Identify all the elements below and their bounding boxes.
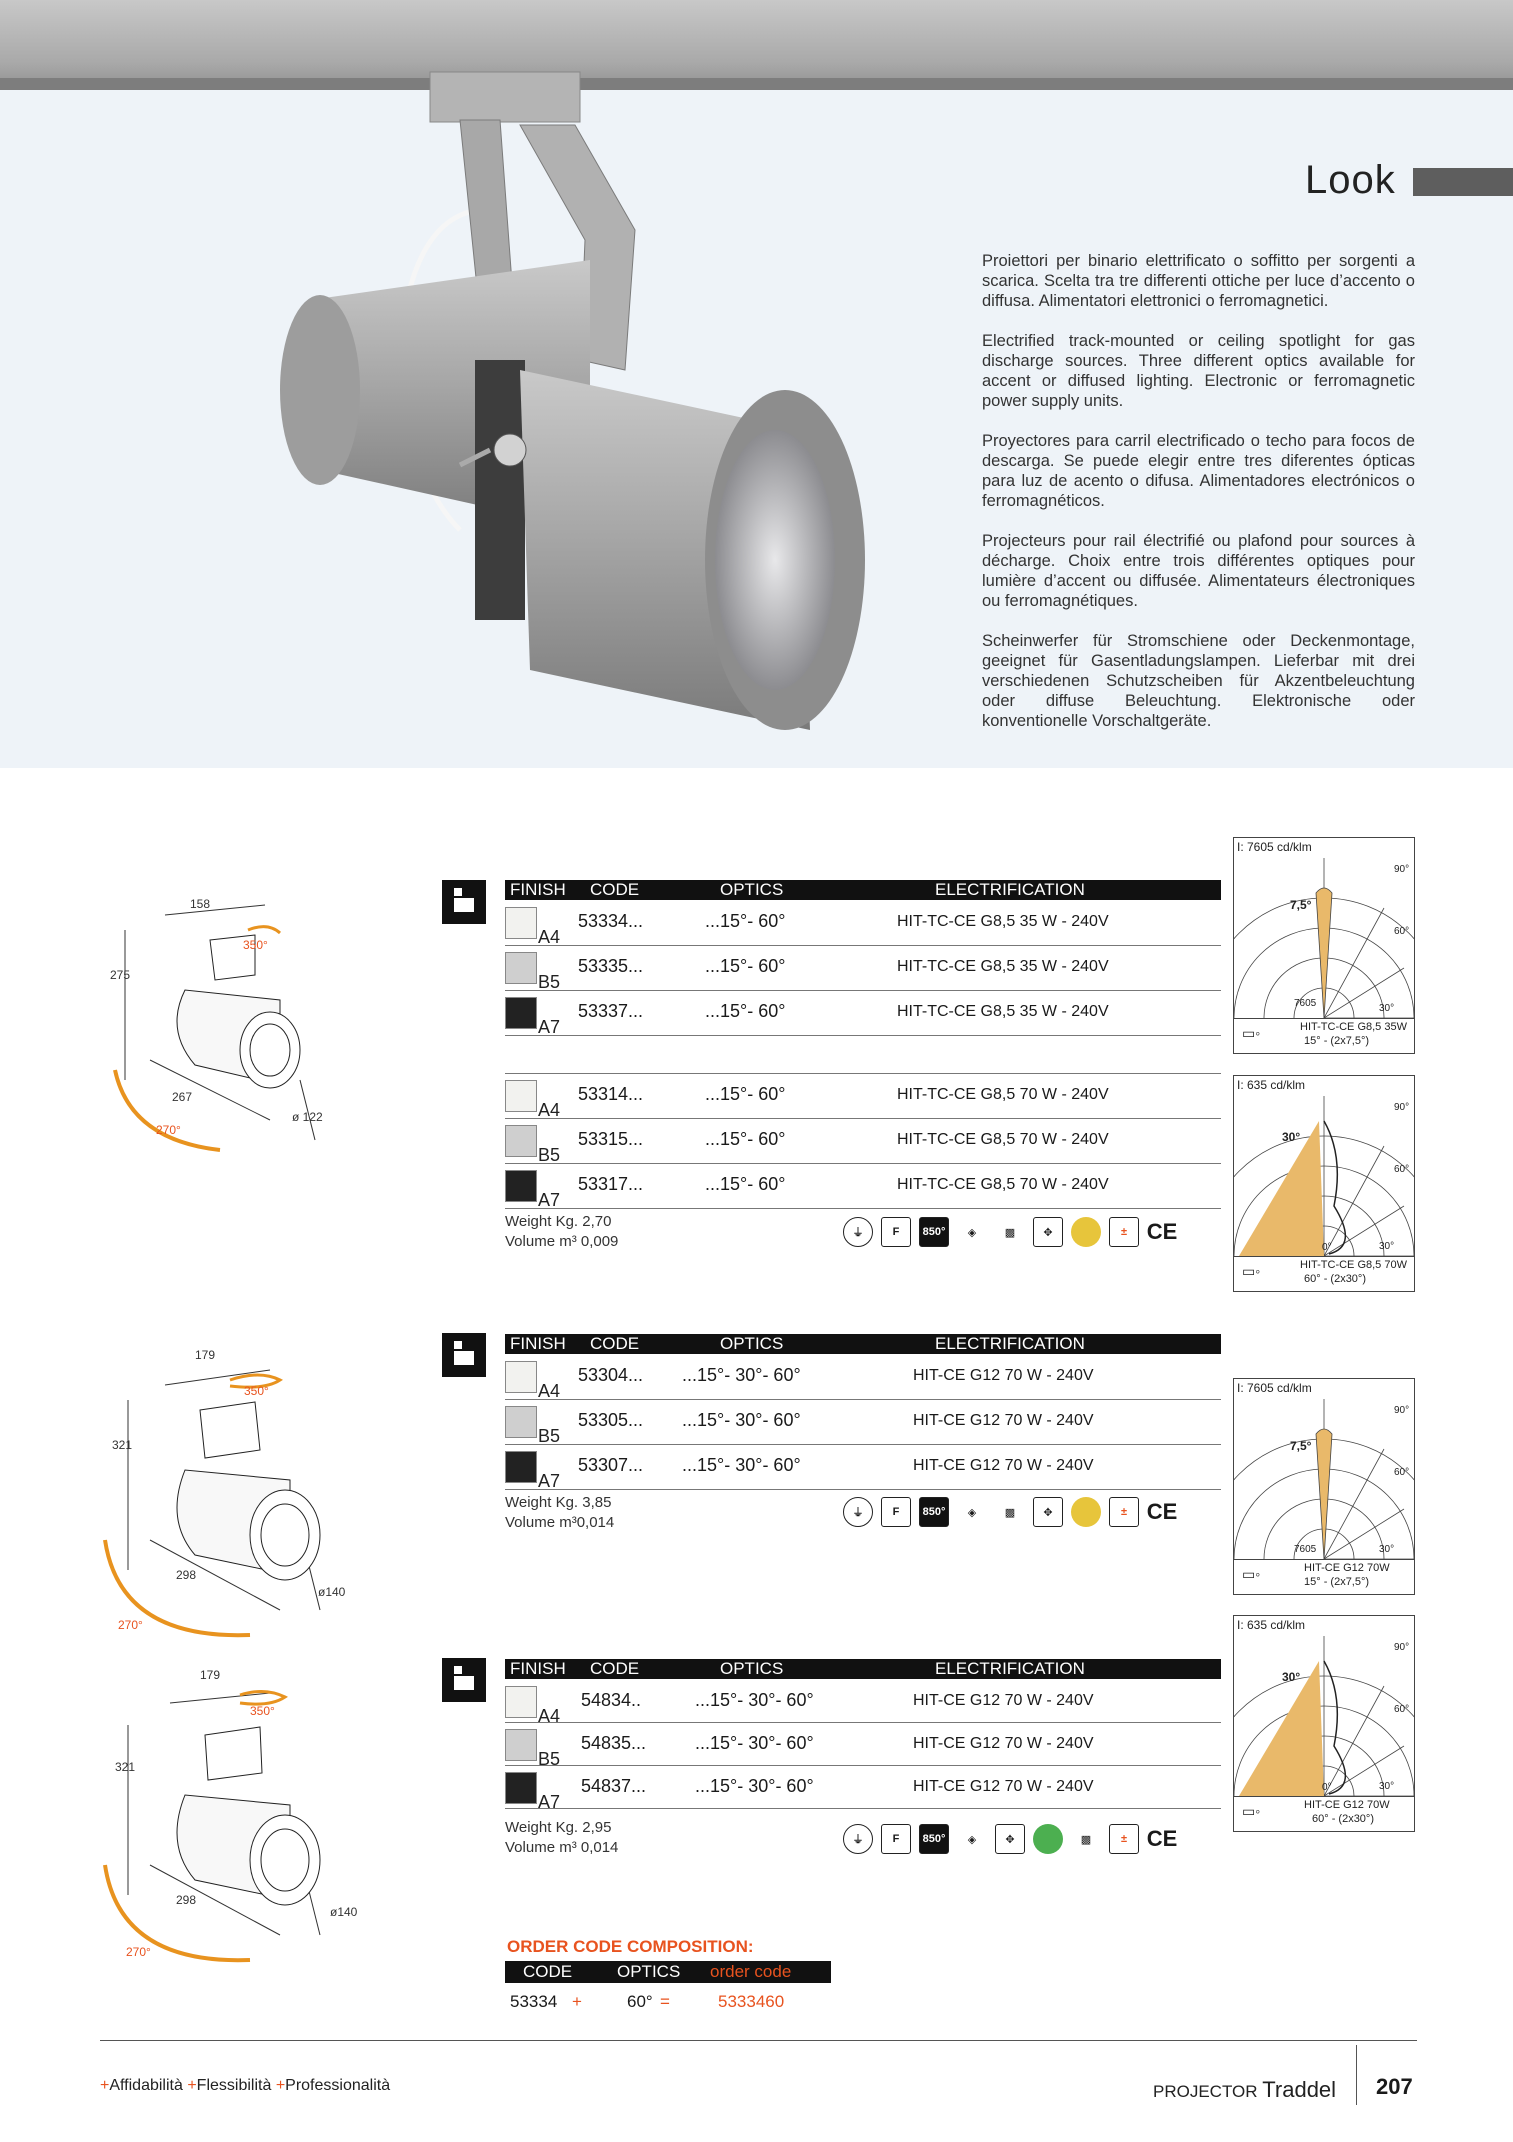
optics: ...15°- 60° [705, 1084, 786, 1104]
tick-30: 30° [1379, 1241, 1395, 1252]
tagline-professionalita: Professionalità [285, 2077, 391, 2094]
dim-diameter-3: ø140 [330, 1905, 358, 1919]
beam-label: 15° - (2x7,5°) [1304, 1576, 1370, 1588]
dim-width-1: 158 [190, 897, 211, 911]
optics: ...15°- 60° [705, 1174, 786, 1194]
col-electrification: ELECTRIFICATION [935, 1659, 1085, 1678]
table-row [505, 1766, 1221, 1812]
electrification: HIT-CE G12 70 W - 240V [913, 1735, 1094, 1752]
lamp-caption [1234, 1018, 1414, 1047]
temperature-rating-icon: 850° [919, 1497, 949, 1527]
electrification: HIT-CE G12 70 W - 240V [913, 1692, 1094, 1709]
product-code: 54834.. [581, 1690, 642, 1710]
finish-swatch-b5 [505, 1729, 537, 1761]
tick-60: 60° [1394, 1704, 1410, 1715]
intensity-label: I: 635 cd/klm [1237, 1078, 1306, 1092]
intro-text [982, 251, 1415, 731]
tick-90: 90° [1394, 1102, 1410, 1113]
adjustable-icon: ✥ [1033, 1497, 1063, 1527]
dim-rotation-top-3: 350° [250, 1704, 275, 1718]
track-mount-icon [442, 1658, 486, 1702]
table-2 [505, 1355, 1221, 1490]
product-code: 53335... [578, 956, 644, 976]
lamp-icon: ▭◦ [1242, 1566, 1261, 1582]
beam-angle: 30° [1282, 1670, 1301, 1684]
col-code: CODE [590, 1334, 640, 1353]
tagline-flessibilita: Flessibilità [196, 2077, 272, 2094]
table-1b [505, 1073, 1221, 1209]
intro-english: Electrified track-mounted or ceiling spotlight for gas discharge sources. Three different optics available for accent or diffused lighting. Electronic or ferromagnetic power supply units. [982, 332, 1415, 410]
lamp-caption [1234, 1256, 1414, 1285]
tick-30: 30° [1379, 1003, 1395, 1014]
table-3 [505, 1680, 1221, 1812]
polar-plot [1234, 1379, 1414, 1559]
lamp-caption [1234, 1796, 1414, 1825]
footer-family: Traddel [1262, 2077, 1337, 2102]
polar-plot [1234, 838, 1414, 1018]
beam-label: 15° - (2x7,5°) [1304, 1035, 1370, 1047]
tick-0: 0° [1322, 1782, 1332, 1793]
order-example-result: 5333460 [718, 1992, 785, 2011]
col-optics: OPTICS [720, 880, 784, 899]
intensity-label: I: 7605 cd/klm [1237, 1381, 1312, 1395]
finish-swatch-b5 [505, 952, 537, 984]
beam-angle: 7,5° [1290, 898, 1312, 912]
beam-label: 60° - (2x30°) [1312, 1813, 1374, 1825]
optics: ...15°- 30°- 60° [682, 1365, 801, 1385]
finish-code: A7 [538, 1017, 561, 1037]
order-col-order-code: order code [710, 1962, 792, 1981]
lamp-icon: ▭◦ [1242, 1025, 1261, 1041]
table-row [505, 1400, 1221, 1445]
electrical-icon: ± [1109, 1824, 1139, 1854]
page-number: 207 [1376, 2074, 1413, 2099]
ce-mark-icon: CE [1147, 1497, 1177, 1527]
table-row [505, 1723, 1221, 1769]
footer-category: PROJECTOR [1153, 2082, 1258, 2101]
polar-plot [1234, 1076, 1414, 1256]
lamp-caption [1234, 1559, 1414, 1588]
col-optics: OPTICS [720, 1659, 784, 1678]
finish-code: A4 [538, 1706, 561, 1726]
order-header [505, 1961, 831, 1983]
table-row [505, 1680, 1221, 1726]
finish-swatch-a7 [505, 1451, 537, 1483]
table-row [505, 946, 1221, 991]
table-row [505, 1073, 1221, 1119]
plus-mark: + [275, 2077, 286, 2094]
weight-volume-3 [505, 1818, 618, 1858]
optics: ...15°- 30°- 60° [682, 1410, 801, 1430]
optics: ...15°- 60° [705, 956, 786, 976]
table-row [505, 1445, 1221, 1490]
finish-swatch-a7 [505, 1170, 537, 1202]
finish-swatch-a7 [505, 1772, 537, 1804]
mesh-icon: ▩ [995, 1497, 1025, 1527]
dim-height-1: 275 [110, 968, 131, 982]
weight-volume-1 [505, 1212, 618, 1252]
tick-60: 60° [1394, 1164, 1410, 1175]
optics: ...15°- 60° [705, 1129, 786, 1149]
order-example-code: 53334 [510, 1992, 558, 2011]
lamp-icon: ▭◦ [1242, 1803, 1261, 1819]
optics: ...15°- 60° [705, 1001, 786, 1021]
lamp-type-icon: ◈ [957, 1824, 987, 1854]
dim-length-3: 298 [176, 1893, 197, 1907]
finish-code: B5 [538, 1749, 561, 1769]
finish-code: A7 [538, 1792, 561, 1812]
footer-divider [100, 2040, 1417, 2041]
lamp-label: HIT-CE G12 70W [1304, 1562, 1390, 1574]
dim-rotation-top-2: 350° [244, 1384, 269, 1398]
electrical-icon: ± [1109, 1217, 1139, 1247]
electrification: HIT-TC-CE G8,5 70 W - 240V [897, 1086, 1109, 1103]
weight: Weight Kg. 3,85 [505, 1494, 612, 1511]
volume: Volume m³0,014 [505, 1514, 615, 1531]
lamp-icon: ▭◦ [1242, 1263, 1261, 1279]
dim-width-3: 179 [200, 1668, 221, 1682]
dim-length-2: 298 [176, 1568, 197, 1582]
volume: Volume m³ 0,009 [505, 1233, 619, 1250]
optics: ...15°- 30°- 60° [682, 1455, 801, 1475]
color-filters-icon [1033, 1824, 1063, 1854]
dim-diameter-1: ø 122 [292, 1110, 323, 1124]
table-row [505, 1164, 1221, 1209]
page-title: Look [1305, 158, 1396, 202]
electrification: HIT-CE G12 70 W - 240V [913, 1778, 1094, 1795]
col-finish: FINISH [510, 1334, 566, 1353]
product-code: 53334... [578, 911, 644, 931]
lamp-label: HIT-CE G12 70W [1304, 1799, 1390, 1811]
tick-0: 0° [1322, 1242, 1332, 1253]
dim-rotation-bottom-1: 270° [156, 1123, 181, 1137]
photometric-diagram-3 [1233, 1615, 1415, 1832]
col-finish: FINISH [510, 1659, 566, 1678]
optics: ...15°- 30°- 60° [695, 1733, 814, 1753]
finish-swatch-a7 [505, 997, 537, 1029]
tagline-affidabilita: Affidabilità [109, 2077, 183, 2094]
photometric-diagram-1a [1233, 837, 1415, 1054]
intro-spanish: Proyectores para carril electrificado o techo para focos de descarga. Se puede elegir entre tres diferentes ópticas para luz de acento o difusa. Alimentadores electrónicos o ferromagnéticos. [982, 432, 1415, 510]
plus-mark: + [100, 2077, 110, 2094]
tick-60: 60° [1394, 1467, 1410, 1478]
dimension-drawing-2 [90, 1340, 350, 1650]
plus-mark: + [187, 2077, 197, 2094]
col-code: CODE [590, 1659, 640, 1678]
tick-30: 30° [1379, 1544, 1395, 1555]
mesh-icon: ▩ [995, 1217, 1025, 1247]
footer-section [1153, 2077, 1336, 2103]
tick-90: 90° [1394, 1405, 1410, 1416]
finish-swatch-b5 [505, 1406, 537, 1438]
product-code: 53314... [578, 1084, 644, 1104]
color-filters-icon [1071, 1217, 1101, 1247]
mesh-icon: ▩ [1071, 1824, 1101, 1854]
finish-swatch-a4 [505, 1686, 537, 1718]
weight: Weight Kg. 2,95 [505, 1819, 612, 1836]
order-col-code: CODE [523, 1962, 573, 1981]
temperature-rating-icon: 850° [919, 1217, 949, 1247]
electrification: HIT-TC-CE G8,5 35 W - 240V [897, 1003, 1109, 1020]
dim-length-1: 267 [172, 1090, 193, 1104]
col-code: CODE [590, 880, 640, 899]
finish-code: B5 [538, 1426, 561, 1446]
finish-swatch-b5 [505, 1125, 537, 1157]
electrification: HIT-TC-CE G8,5 35 W - 240V [897, 913, 1109, 930]
electrification: HIT-TC-CE G8,5 70 W - 240V [897, 1131, 1109, 1148]
finish-code: A4 [538, 1381, 561, 1401]
finish-code: B5 [538, 972, 561, 992]
adjustable-icon: ✥ [1033, 1217, 1063, 1247]
intensity-label: I: 7605 cd/klm [1237, 840, 1312, 854]
product-code: 53315... [578, 1129, 644, 1149]
f-mark-icon: F [881, 1217, 911, 1247]
weight: Weight Kg. 2,70 [505, 1213, 612, 1230]
beam-angle: 7,5° [1290, 1439, 1312, 1453]
col-electrification: ELECTRIFICATION [935, 880, 1085, 899]
dimension-drawing-3 [90, 1665, 350, 1975]
intro-italian: Proiettori per binario elettrificato o soffitto per sorgenti a scarica. Scelta tra tre differenti ottiche per luce d’accento o diffusa. Alimentatori elettronici o ferromagnetici. [982, 252, 1415, 310]
table-row [505, 1355, 1221, 1400]
finish-code: A7 [538, 1190, 561, 1210]
product-code: 53304... [578, 1365, 644, 1385]
dim-rotation-bottom-3: 270° [126, 1945, 151, 1959]
track-mount-icon [442, 880, 486, 924]
electrical-icon: ± [1109, 1497, 1139, 1527]
dim-diameter-2: ø140 [318, 1585, 346, 1599]
dim-rotation-bottom-2: 270° [118, 1618, 143, 1632]
cert-icons-3 [843, 1824, 1177, 1854]
table-header-1 [505, 880, 1221, 900]
order-example-optics: 60° [627, 1992, 653, 2011]
order-equals: = [660, 1992, 670, 2011]
weight-volume-2 [505, 1493, 614, 1533]
tick-90: 90° [1394, 1642, 1410, 1653]
electrification: HIT-CE G12 70 W - 240V [913, 1457, 1094, 1474]
beam-angle: 30° [1282, 1130, 1301, 1144]
tick-30: 30° [1379, 1781, 1395, 1792]
lamp-type-icon: ◈ [957, 1217, 987, 1247]
table-row [505, 991, 1221, 1036]
finish-code: B5 [538, 1145, 561, 1165]
tick-90: 90° [1394, 864, 1410, 875]
product-code: 54837... [581, 1776, 647, 1796]
cert-icons-1 [843, 1217, 1177, 1247]
table-row [505, 1119, 1221, 1164]
photometric-diagram-1b [1233, 1075, 1415, 1292]
ce-mark-icon: CE [1147, 1217, 1177, 1247]
col-optics: OPTICS [720, 1334, 784, 1353]
dim-height-3: 321 [115, 1760, 136, 1774]
peak-value: 7605 [1294, 998, 1317, 1009]
adjustable-icon: ✥ [995, 1824, 1025, 1854]
electrification: HIT-TC-CE G8,5 35 W - 240V [897, 958, 1109, 975]
product-code: 54835... [581, 1733, 647, 1753]
product-code: 53337... [578, 1001, 644, 1021]
electrification: HIT-CE G12 70 W - 240V [913, 1412, 1094, 1429]
polar-plot [1234, 1616, 1414, 1796]
peak-value: 7605 [1294, 1544, 1317, 1555]
cert-icons-2 [843, 1497, 1177, 1527]
earth-class-icon: ⏚ [843, 1497, 873, 1527]
table-row [505, 901, 1221, 946]
volume: Volume m³ 0,014 [505, 1839, 619, 1856]
optics: ...15°- 60° [705, 911, 786, 931]
earth-class-icon: ⏚ [843, 1824, 873, 1854]
dimension-drawing-1 [90, 880, 350, 1170]
intro-french: Projecteurs pour rail électrifié ou plafond pour sources à décharge. Choix entre trois différentes optiques pour lumière d’accent ou diffusée. Alimentateurs électroniques ou ferromagnétiques. [982, 532, 1415, 610]
dim-rotation-top-1: 350° [243, 938, 268, 952]
beam-label: 60° - (2x30°) [1304, 1273, 1366, 1285]
finish-swatch-a4 [505, 1361, 537, 1393]
product-code: 53307... [578, 1455, 644, 1475]
spotlight-photo [230, 70, 930, 750]
dim-height-2: 321 [112, 1438, 133, 1452]
dim-width-2: 179 [195, 1348, 216, 1362]
intensity-label: I: 635 cd/klm [1237, 1618, 1306, 1632]
order-col-optics: OPTICS [617, 1962, 681, 1981]
ce-mark-icon: CE [1147, 1824, 1177, 1854]
col-electrification: ELECTRIFICATION [935, 1334, 1085, 1353]
electrification: HIT-TC-CE G8,5 70 W - 240V [897, 1176, 1109, 1193]
finish-code: A7 [538, 1471, 561, 1491]
optics: ...15°- 30°- 60° [695, 1776, 814, 1796]
track-mount-icon [442, 1333, 486, 1377]
lamp-label: HIT-TC-CE G8,5 70W [1300, 1259, 1407, 1271]
tick-60: 60° [1394, 926, 1410, 937]
photometric-diagram-2 [1233, 1378, 1415, 1595]
lamp-label: HIT-TC-CE G8,5 35W [1300, 1021, 1407, 1033]
temperature-rating-icon: 850° [919, 1824, 949, 1854]
order-example [505, 1992, 831, 2016]
electrification: HIT-CE G12 70 W - 240V [913, 1367, 1094, 1384]
finish-code: A4 [538, 1100, 561, 1120]
product-code: 53317... [578, 1174, 644, 1194]
order-heading: ORDER CODE COMPOSITION: [507, 1937, 754, 1956]
table-header-2 [505, 1334, 1221, 1354]
product-code: 53305... [578, 1410, 644, 1430]
finish-swatch-a4 [505, 907, 537, 939]
title-accent-bar [1413, 168, 1513, 196]
col-finish: FINISH [510, 880, 566, 899]
finish-swatch-a4 [505, 1080, 537, 1112]
order-plus: + [572, 1992, 582, 2011]
table-header-3 [505, 1659, 1221, 1679]
footer-tagline [100, 2077, 390, 2095]
color-filters-icon [1071, 1497, 1101, 1527]
earth-class-icon: ⏚ [843, 1217, 873, 1247]
f-mark-icon: F [881, 1497, 911, 1527]
intro-german: Scheinwerfer für Stromschiene oder Deckenmontage, geeignet für Gasentladungslampen. Lieferbar mit drei verschiedenen Schutzscheiben für Akzentbeleuchtung oder diffuse Beleuchtung. Elektronische oder konventionelle Vorschaltgeräte. [982, 632, 1415, 730]
table-1a [505, 901, 1221, 1036]
finish-code: A4 [538, 927, 561, 947]
f-mark-icon: F [881, 1824, 911, 1854]
footer-page-divider [1356, 2045, 1357, 2105]
optics: ...15°- 30°- 60° [695, 1690, 814, 1710]
lamp-type-icon: ◈ [957, 1497, 987, 1527]
